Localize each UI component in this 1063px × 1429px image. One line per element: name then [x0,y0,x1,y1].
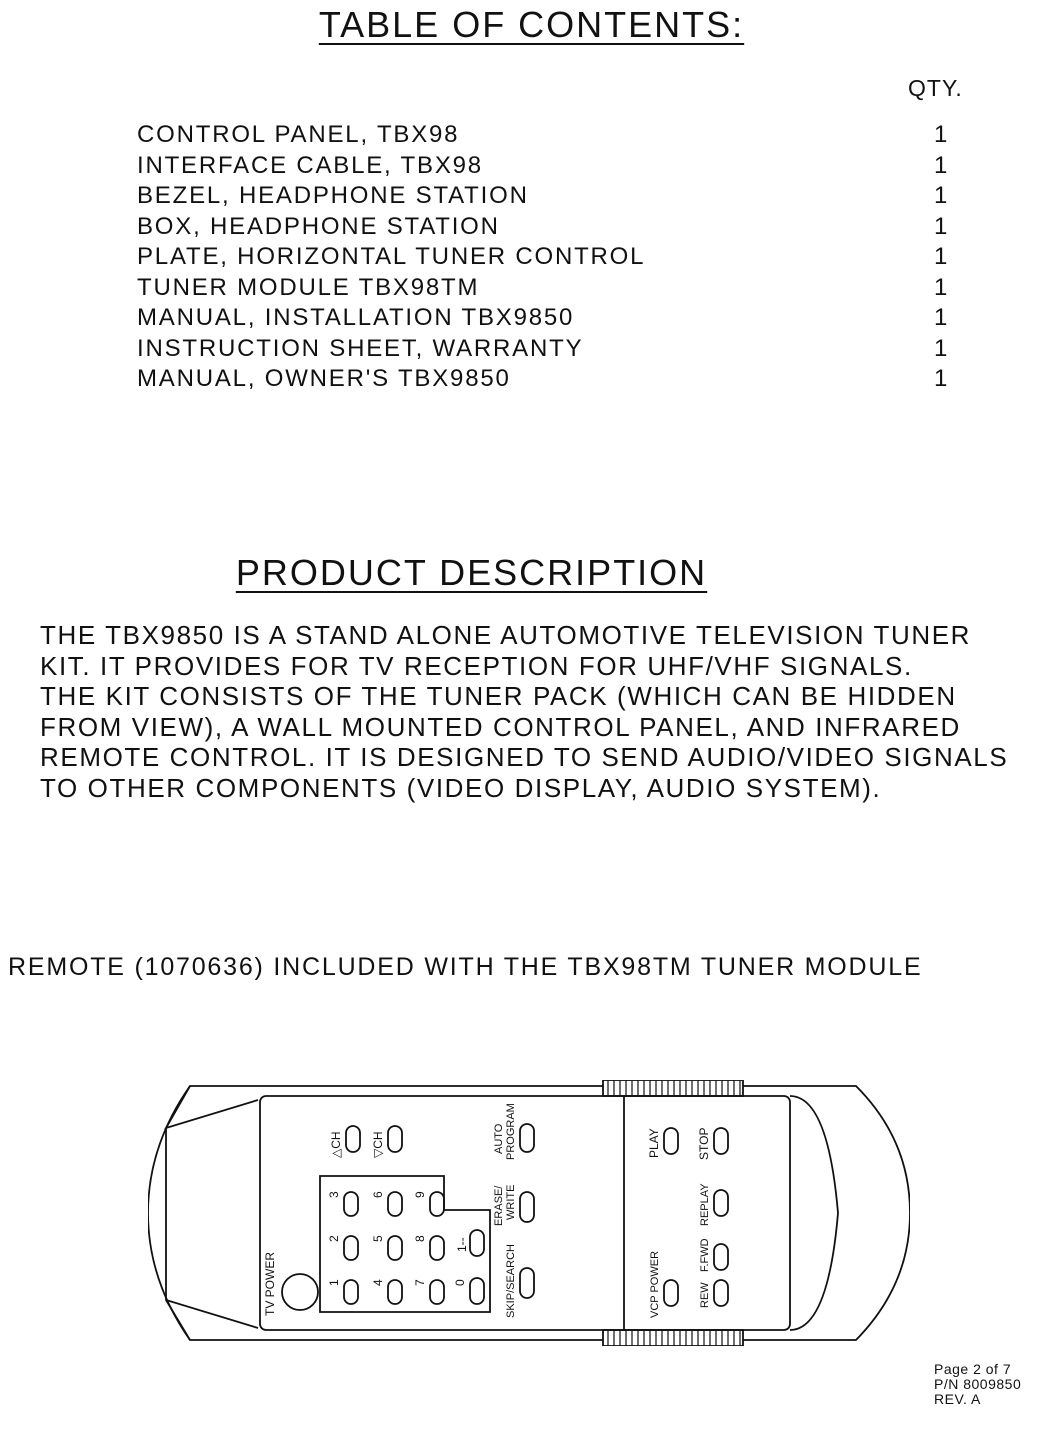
digit-4-button[interactable] [388,1280,402,1304]
stop-button[interactable] [714,1128,728,1154]
ch-up-label: △CH [329,1131,343,1158]
digit-1-label: 1 [327,1279,341,1286]
tv-power-button[interactable] [282,1274,318,1310]
digit-6-button[interactable] [388,1192,402,1216]
digit-3-button[interactable] [344,1192,358,1216]
digit-0-button[interactable] [470,1278,484,1304]
ch-down-label: ▽CH [371,1131,385,1158]
erase-label-1: ERASE/ [493,1185,505,1226]
page-footer [934,1362,1021,1407]
digit-dash-button[interactable] [470,1230,484,1256]
revision: REV. A [934,1391,981,1407]
digit-8-button[interactable] [430,1236,444,1260]
description-line: THE TBX9850 IS A STAND ALONE AUTOMOTIVE TELEVISION TUNER [40,620,972,650]
digit-6-label: 6 [371,1191,385,1198]
remote-right-end [790,1096,838,1330]
description-line: TO OTHER COMPONENTS (VIDEO DISPLAY, AUDIO SYSTEM). [40,772,882,803]
toc-item [137,304,957,335]
toc-item-label: MANUAL, INSTALLATION TBX9850 [137,304,575,331]
ch-down-button[interactable] [388,1126,402,1152]
toc-item [137,152,957,183]
skip-search-label: SKIP/SEARCH [505,1244,517,1318]
toc-item-label: PLATE, HORIZONTAL TUNER CONTROL [137,243,646,270]
toc-item-qty: 1 [934,273,950,301]
toc-item [137,335,957,366]
toc-item-label: BEZEL, HEADPHONE STATION [137,182,529,209]
description-line: FROM VIEW), A WALL MOUNTED CONTROL PANEL, AND INFRARED [40,711,961,742]
remote-control-drawing [148,1080,910,1346]
digit-4-label: 4 [371,1279,385,1286]
ffwd-button[interactable] [714,1244,728,1270]
digit-7-label: 7 [413,1279,427,1286]
toc-item-qty: 1 [934,304,950,331]
toc-item-qty: 1 [934,334,950,362]
skip-search-button[interactable] [520,1268,534,1298]
digit-5-label: 5 [371,1235,385,1242]
toc-item-label: INTERFACE CABLE, TBX98 [137,151,483,179]
description-title: PRODUCT DESCRIPTION [235,552,708,593]
toc-item [137,274,957,305]
toc-item [137,121,957,152]
stop-label: STOP [697,1127,711,1160]
vcp-power-label: VCP POWER [649,1250,661,1318]
toc-item-qty: 1 [934,243,950,270]
replay-label: REPLAY [699,1183,711,1226]
digit-1-button[interactable] [344,1280,358,1304]
ch-up-button[interactable] [346,1126,360,1152]
auto-program-button[interactable] [520,1124,534,1152]
digit-3-label: 3 [327,1191,341,1198]
digit-dash-label: 1-- [455,1237,469,1252]
digit-8-label: 8 [413,1235,427,1242]
toc-item-label: CONTROL PANEL, TBX98 [137,121,460,148]
description-paragraph [40,620,1040,803]
toc-list [137,121,957,396]
tv-power-label: TV POWER [263,1251,277,1316]
erase-write-button[interactable] [520,1192,534,1222]
toc-item [137,213,957,244]
toc-item-qty: 1 [934,365,950,392]
digit-2-label: 2 [327,1235,341,1242]
part-number: P/N 8009850 [934,1376,1022,1392]
toc-item [137,243,957,274]
toc-item-qty: 1 [934,212,950,240]
toc-item [137,365,957,396]
toc-item-label: TUNER MODULE TBX98TM [137,273,480,301]
digit-7-button[interactable] [430,1280,444,1304]
digit-2-button[interactable] [344,1236,358,1260]
digit-9-label: 9 [413,1191,427,1198]
description-line: THE KIT CONSISTS OF THE TUNER PACK (WHICH CAN BE HIDDEN [40,681,957,711]
digit-9-button[interactable] [430,1192,444,1216]
toc-item-label: INSTRUCTION SHEET, WARRANTY [137,334,584,362]
rew-label: REW [699,1282,711,1308]
erase-label-2: WRITE [505,1184,517,1220]
replay-button[interactable] [714,1190,728,1216]
toc-item-label: MANUAL, OWNER'S TBX9850 [137,365,511,392]
toc-item-qty: 1 [934,121,950,148]
toc-title: TABLE OF CONTENTS: [318,4,745,45]
digit-0-label: 0 [453,1279,467,1286]
digit-buttons [327,1191,484,1304]
toc-item-qty: 1 [934,182,950,209]
toc-item-label: BOX, HEADPHONE STATION [137,212,500,240]
toc-item-qty: 1 [934,151,950,179]
remote-caption: REMOTE (1070636) INCLUDED WITH THE TBX98TM TUNER MODULE [8,953,923,981]
play-label: PLAY [647,1128,661,1158]
vcp-power-button[interactable] [664,1280,678,1306]
qty-column-header: QTY. [908,75,963,101]
play-button[interactable] [664,1128,678,1154]
toc-item [137,182,957,213]
description-line: KIT. IT PROVIDES FOR TV RECEPTION FOR UHF/VHF SIGNALS. [40,650,913,681]
auto-program-label-1: AUTO [493,1123,505,1154]
remote-nose [166,1086,258,1340]
digit-5-button[interactable] [388,1236,402,1260]
ffwd-label: F.FWD [699,1238,711,1272]
description-line: REMOTE CONTROL. IT IS DESIGNED TO SEND AUDIO/VIDEO SIGNALS [40,742,1009,772]
page-number: Page 2 of 7 [934,1361,1012,1377]
rew-button[interactable] [714,1280,728,1306]
auto-program-label-2: PROGRAM [505,1103,517,1160]
